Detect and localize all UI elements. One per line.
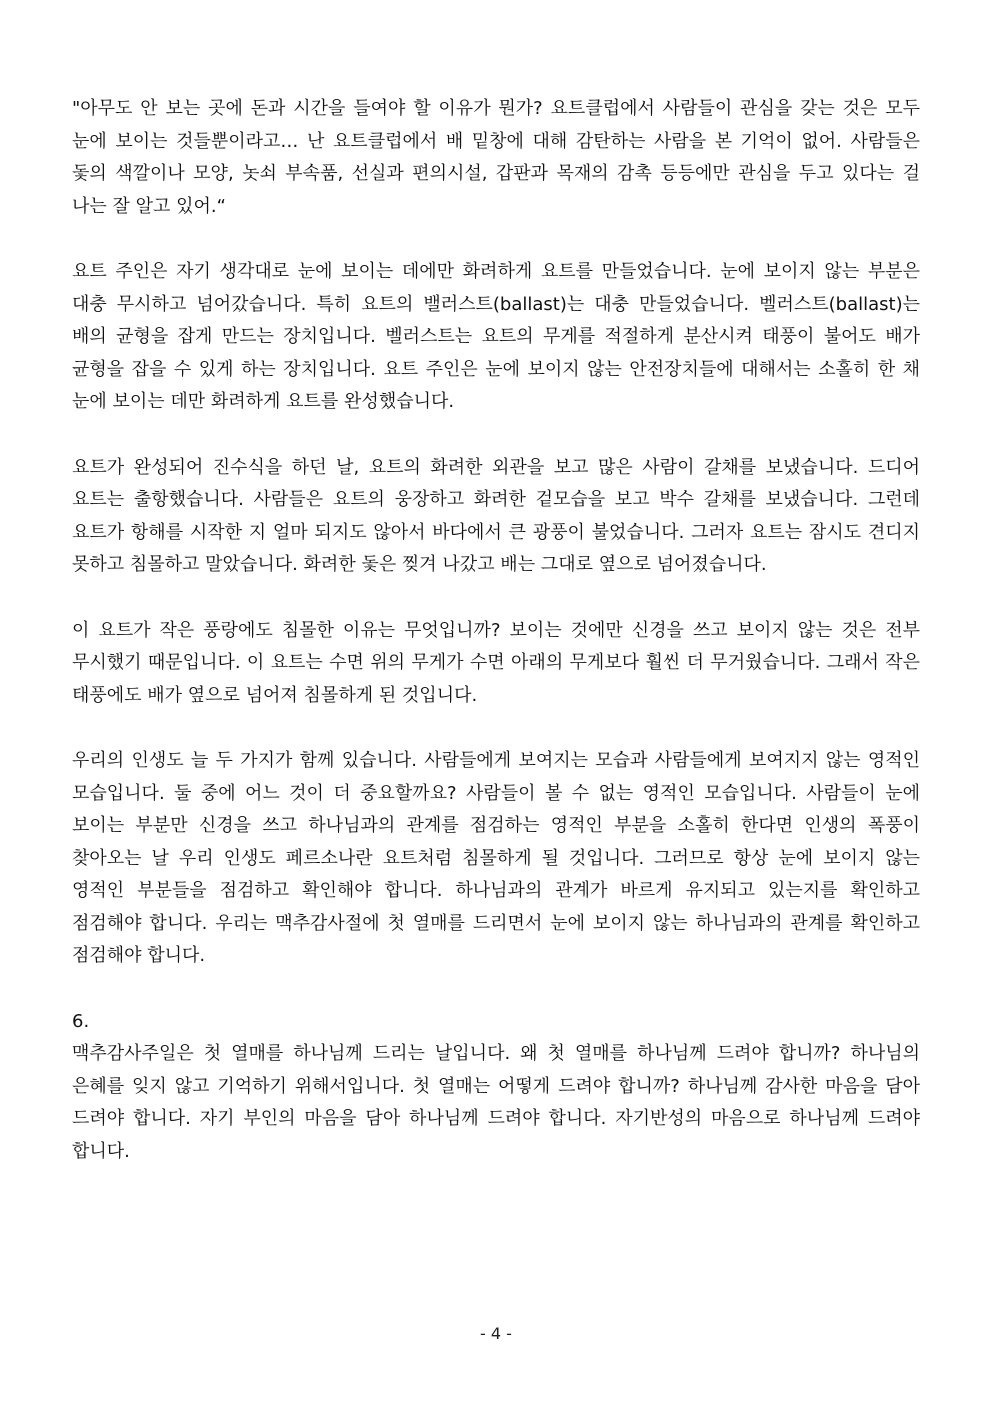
paragraph-quote: "아무도 안 보는 곳에 돈과 시간을 들여야 할 이유가 뭔가? 요트클럽에서 사람들이 관심을 갖는 것은 모두 눈에 보이는 것들뿐이라고… 난 요트클럽에서 배 밑창에 대해 감탄하는 사람을 본 기억이 없어. 사람들은 돛의 색깔이나 모양, 놋쇠 부속품, 선실과 편의시설, 갑판과 목재의 감촉 등등에만 관심을 두고 있다는 걸 나는 잘 알고 있어.“	[72, 98, 920, 217]
page-number: - 4 -	[480, 1324, 512, 1343]
paragraph-section-six: 맥추감사주일은 첫 열매를 하나님께 드리는 날입니다. 왜 첫 열매를 하나님께 드려야 합니까? 하나님의 은혜를 잊지 않고 기억하기 위해서입니다. 첫 열매는 어떻게 드려야 합니까? 하나님께 감사한 마음을 담아 드려야 합니다. 자기 부인의 마음을 담아 하나님께 드려야 합니다. 자기반성의 마음으로 하나님께 드려야 합니다.	[72, 1043, 920, 1162]
paragraph-sinking-reason: 이 요트가 작은 풍랑에도 침몰한 이유는 무엇입니까? 보이는 것에만 신경을 쓰고 보이지 않는 것은 전부 무시했기 때문입니다. 이 요트는 수면 위의 무게가 수면 아래의 무게보다 훨씬 더 무거웠습니다. 그래서 작은 태풍에도 배가 옆으로 넘어져 침몰하게 된 것입니다.	[72, 619, 920, 706]
paragraph-yacht-owner: 요트 주인은 자기 생각대로 눈에 보이는 데에만 화려하게 요트를 만들었습니다. 눈에 보이지 않는 부분은 대충 무시하고 넘어갔습니다. 특히 요트의 밸러스트(ballast)는 대충 만들었습니다. 벨러스트(ballast)는 배의 균형을 잡게 만드는 장치입니다. 벨러스트는 요트의 무게를 적절하게 분산시켜 태풍이 불어도 배가 균형을 잡을 수 있게 하는 장치입니다. 요트 주인은 눈에 보이지 않는 안전장치들에 대해서는 소홀히 한 채 눈에 보이는 데만 화려하게 요트를 완성했습니다.	[72, 261, 920, 412]
paragraph-launch: 요트가 완성되어 진수식을 하던 날, 요트의 화려한 외관을 보고 많은 사람이 갈채를 보냈습니다. 드디어 요트는 출항했습니다. 사람들은 요트의 웅장하고 화려한 겉모습을 보고 박수 갈채를 보냈습니다. 그런데 요트가 항해를 시작한 지 얼마 되지도 않아서 바다에서 큰 광풍이 불었습니다. 그러자 요트는 잠시도 견디지 못하고 침몰하고 말았습니다. 화려한 돛은 찢겨 나갔고 배는 그대로 옆으로 넘어졌습니다.	[72, 456, 920, 575]
document-body	[72, 93, 920, 1201]
section-number: 6.	[72, 1010, 90, 1032]
paragraph-life-application: 우리의 인생도 늘 두 가지가 함께 있습니다. 사람들에게 보여지는 모습과 사람들에게 보여지지 않는 영적인 모습입니다. 둘 중에 어느 것이 더 중요할까요? 사람들이 볼 수 없는 영적인 모습입니다. 사람들이 눈에 보이는 부분만 신경을 쓰고 하나님과의 관계를 점검하는 영적인 부분을 소홀히 한다면 인생의 폭풍이 찾아오는 날 우리 인생도 페르소나란 요트처럼 침몰하게 될 것입니다. 그러므로 항상 눈에 보이지 않는 영적인 부분들을 점검하고 확인해야 합니다. 하나님과의 관계가 바르게 유지되고 있는지를 확인하고 점검해야 합니다. 우리는 맥추감사절에 첫 열매를 드리면서 눈에 보이지 않는 하나님과의 관계를 확인하고 점검해야 합니다.	[72, 750, 920, 966]
